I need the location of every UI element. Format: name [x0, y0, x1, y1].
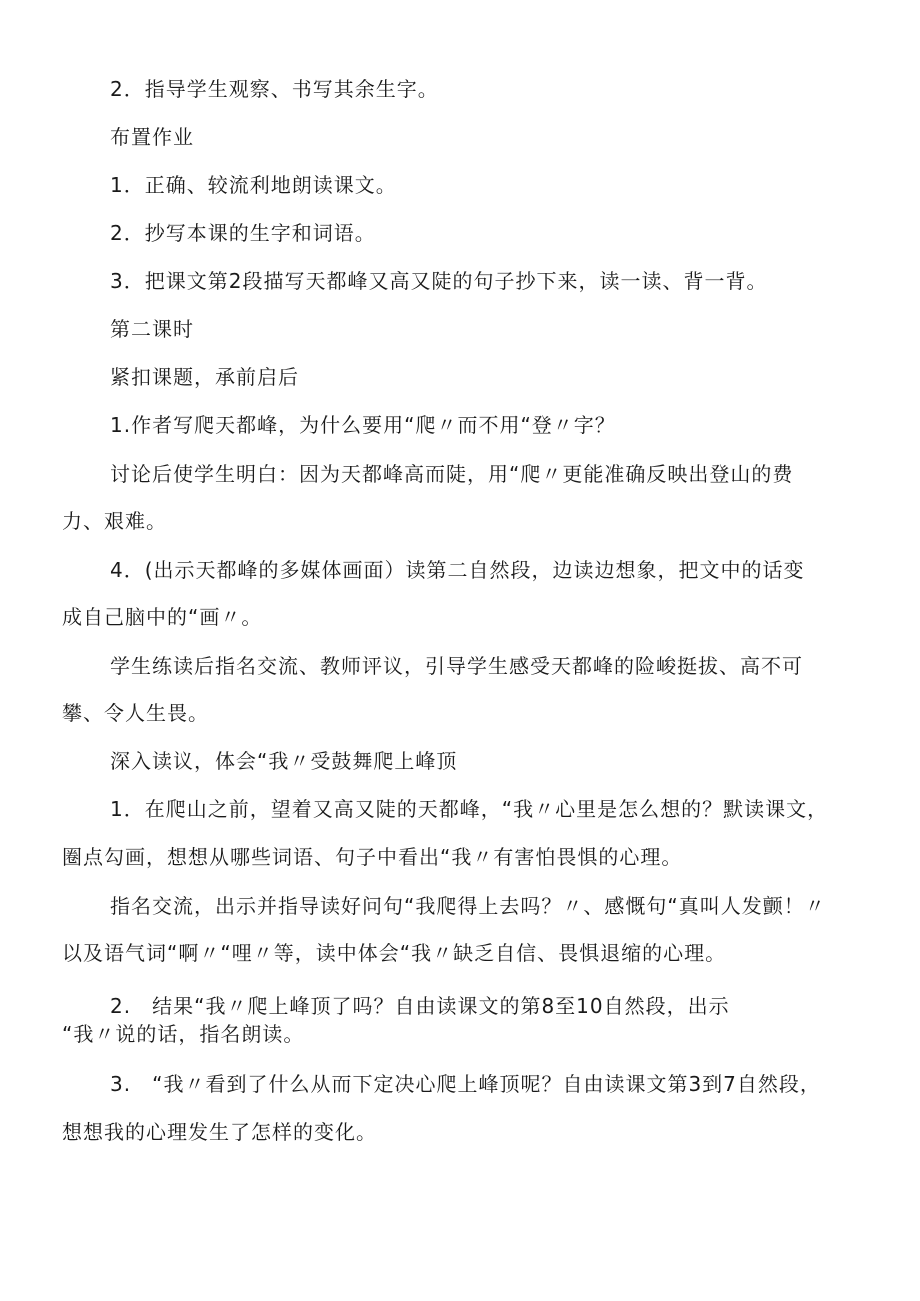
- section-heading: 深入读议，体会“我〃受鼓舞爬上峰顶: [110, 749, 458, 773]
- text-line: 3. “我〃看到了什么从而下定决心爬上峰顶呢？自由读课文第3到7自然段，: [110, 1072, 821, 1096]
- text-line: 1．在爬山之前，望着又高又陡的天都峰，“我〃心里是怎么想的？默读课文，: [110, 797, 829, 821]
- section-heading: 布置作业: [110, 125, 194, 149]
- text-line: 成自己脑中的“画〃。: [62, 605, 263, 629]
- text-line: 力、艰难。: [62, 509, 167, 533]
- section-heading: 紧扣课题，承前启后: [110, 365, 299, 389]
- text-line: 想想我的心理发生了怎样的变化。: [62, 1120, 377, 1144]
- text-line: 2. 结果“我〃爬上峰顶了吗？自由读课文的第8至10自然段，出示: [110, 994, 730, 1018]
- text-line: 圈点勾画，想想从哪些词语、句子中看出“我〃有害怕畏惧的心理。: [62, 845, 683, 869]
- text-line: 2．指导学生观察、书写其余生字。: [110, 77, 439, 101]
- text-line: 1．正确、较流利地朗读课文。: [110, 173, 397, 197]
- text-line: 以及语气词“啊〃“哩〃等，读中体会“我〃缺乏自信、畏惧退缩的心理。: [62, 941, 727, 965]
- text-line: 讨论后使学生明白：因为天都峰高而陡，用“爬〃更能准确反映出登山的费: [110, 462, 794, 486]
- text-line: 2．抄写本课的生字和词语。: [110, 221, 376, 245]
- text-line: 1.作者写爬天都峰，为什么要用“爬〃而不用“登〃字？: [110, 413, 616, 437]
- text-line: 攀、令人生畏。: [62, 701, 209, 725]
- text-line: 学生练读后指名交流、教师评议，引导学生感受天都峰的险峻挺拔、高不可: [110, 654, 803, 678]
- text-line: 指名交流，出示并指导读好问句“我爬得上去吗？〃、感慨句“真叫人发颤！〃: [110, 894, 826, 918]
- text-line: 3．把课文第2段描写天都峰又高又陡的句子抄下来，读一读、背一背。: [110, 269, 768, 293]
- text-line: 4．(出示天都峰的多媒体画面）读第二自然段，边读边想象，把文中的话变: [110, 558, 805, 582]
- text-line: “我〃说的话，指名朗读。: [62, 1022, 305, 1046]
- section-heading: 第二课时: [110, 317, 194, 341]
